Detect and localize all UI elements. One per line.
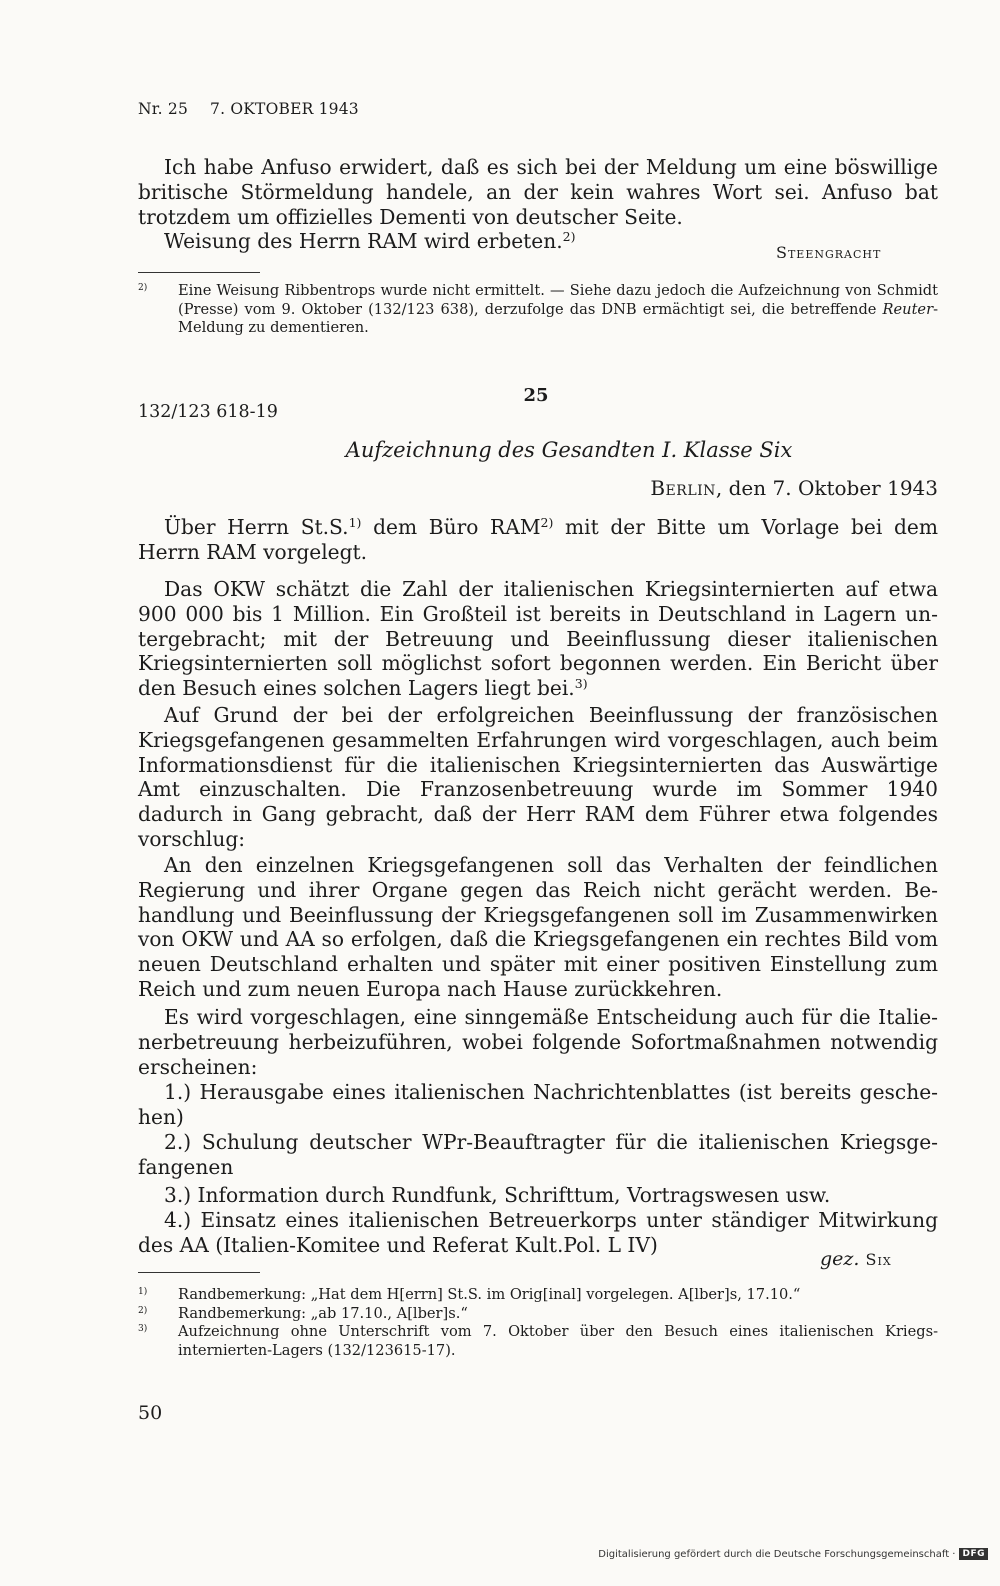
paragraph-principles: An den einzelnen Kriegsgefangenen soll das Verhalten der feindlichen Regierung und ihrer Organe gegen das Reich nicht gerächt werden. Behandlung und Beeinflussung der Kriegsgefangenen soll im Zusammenwirken von OKW und AA so erfolgen, daß die Kriegsgefangenen ein rechtes Bild vom neuen Deutschland erhalten und später mit einer positiven Einstellung zum Reich und zum neuen Europa nach Hause zurückkehren. <box>138 853 938 1001</box>
footnote-text: Eine Weisung Ribbentrops wurde nicht ermittelt. — Siehe dazu jedoch die Aufzeichnung von Schmidt (Presse) vom 9. Oktober (132/123 638), derzufolge das DNB ermächtigt sei, die betreffende Reuter-Meldung zu dementieren. <box>178 282 938 337</box>
paragraph-measures: Es wird vorgeschlagen, eine sinngemäße Entscheidung auch für die Italienerbetreuung herbeizuführen, wobei folgende Sofortmaßnahmen notwendig erscheinen: <box>138 1005 938 1079</box>
signature-prefix: gez. <box>820 1248 860 1270</box>
credit-text: Digitalisierung gefördert durch die Deutsche Forschungsgemeinschaft · <box>598 1548 956 1560</box>
paragraph-routing: Über Herrn St.S.$^{1)}$ dem Büro RAM$^{2)}$ mit der Bitte um Vorlage bei dem Herrn RAM vorgelegt. <box>138 515 938 564</box>
instruction-paragraph <box>138 229 738 254</box>
list-item-1: 1.) Herausgabe eines italienischen Nachrichtenblattes (ist bereits geschehen) <box>138 1080 938 1129</box>
page-number: 50 <box>138 1402 163 1424</box>
footnote-divider-top <box>138 272 260 273</box>
document-title: Aufzeichnung des Gesandten I. Klasse Six <box>345 438 793 462</box>
list-item-3: 3.) Information durch Rundfunk, Schrifttum, Vortragswesen usw. <box>164 1183 831 1207</box>
footnotes-bottom <box>138 1286 938 1360</box>
footnote-divider-bottom <box>138 1272 260 1273</box>
footnote-1: $^{1)}$ Randbemerkung: „Hat dem H[errn] St.S. im Orig[inal] vorgelegen. A[lber]s, 17.10.“ <box>138 1286 801 1303</box>
digitization-credit <box>598 1548 988 1560</box>
running-header <box>138 100 359 118</box>
footnote-ref-3: 3) <box>574 676 588 692</box>
place: Berlin <box>650 476 716 500</box>
list-item-2: 2.) Schulung deutscher WPr-Beauftragter für die italienischen Kriegsgefangenen <box>138 1130 938 1179</box>
footnote-3: $^{3)}$ Aufzeichnung ohne Unterschrift vom 7. Oktober über den Besuch eines italienischen Kriegsinternierten-Lagers (132/123615-17). <box>138 1323 938 1359</box>
place-date <box>138 476 938 500</box>
continuation-paragraph: Ich habe Anfuso erwidert, daß es sich bei der Meldung um eine böswillige britische Störmeldung handele, an der kein wahres Wort sei. Anfuso bat trotzdem um offizielles Dementi von deutscher Seite. <box>138 155 938 229</box>
list-item-4: 4.) Einsatz eines italienischen Betreuerkorps unter ständiger Mitwirkung des AA (Italien-Komitee und Referat Kult.Pol. L IV) <box>138 1208 938 1257</box>
footnote-mark: 2) <box>138 283 148 294</box>
paragraph-proposal: Auf Grund der bei der erfolgreichen Beeinflussung der französischen Kriegsgefangenen gesammelten Erfahrungen wird vorgeschlagen, auch beim Informationsdienst für die italienischen Kriegsinternierten das Auswärtige Amt einzuschalten. Die Franzosenbetreuung wurde im Sommer 1940 dadurch in Gang gebracht, daß der Herr RAM dem Führer etwa folgendes vorschlug: <box>138 703 938 851</box>
footnote-top <box>138 282 938 338</box>
footnote-ref-2: 2) <box>562 229 576 245</box>
footnote-ref-1: 1) <box>348 515 362 531</box>
header-date: 7. OKTOBER 1943 <box>210 100 359 118</box>
instruction-text: Weisung des Herrn RAM wird erbeten. <box>164 229 563 253</box>
signature-name: Six <box>865 1250 892 1269</box>
file-reference: 132/123 618-19 <box>138 402 278 422</box>
signature-steengracht: Steengracht <box>776 243 882 262</box>
signature-six <box>820 1248 892 1270</box>
paragraph-okw: Das OKW schätzt die Zahl der italienischen Kriegsinternierten auf etwa 900 000 bis 1 Million. Ein Großteil ist bereits in Deutschland in Lagern untergebracht; mit der Betreuung und Beeinflussung dieser italienischen Kriegsinternierten soll möglichst sofort begonnen werden. Ein Bericht über den Besuch eines solchen Lagers liegt bei.$^{3)}$ <box>138 577 938 701</box>
footnote-2: $^{2)}$ Randbemerkung: „ab 17.10., A[lber]s.“ <box>138 1304 468 1322</box>
footnote-ref-2b: 2) <box>540 515 554 531</box>
document-number: 25 <box>523 385 549 406</box>
header-doc-number: Nr. 25 <box>138 100 189 118</box>
dfg-logo-icon: DFG <box>959 1548 988 1560</box>
date: , den 7. Oktober 1943 <box>715 476 938 500</box>
